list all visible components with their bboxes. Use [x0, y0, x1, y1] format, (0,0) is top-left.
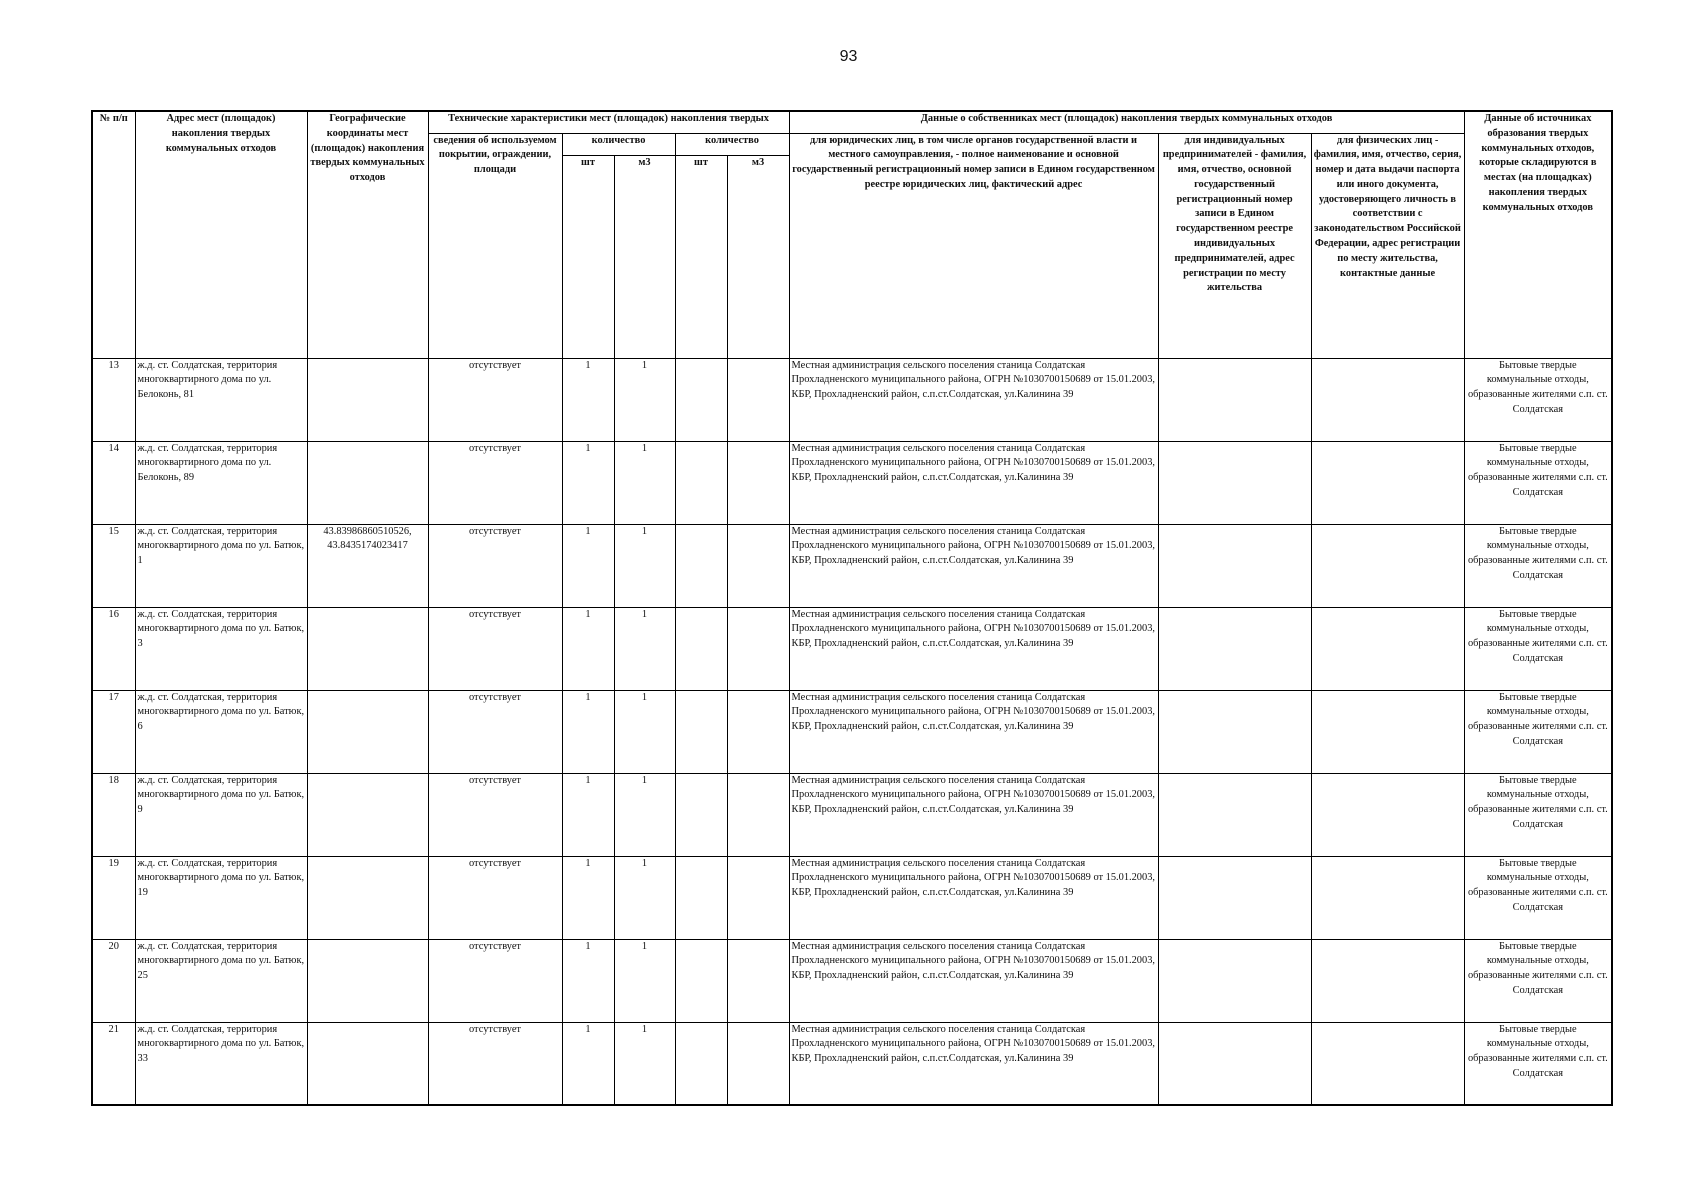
cell-coords	[307, 1022, 428, 1105]
cell-owner-ip	[1158, 856, 1311, 939]
cell-m3-planned	[727, 939, 789, 1022]
cell-cover: отсутствует	[428, 1022, 562, 1105]
table-header	[92, 111, 1612, 358]
cell-pcs-placed: 1	[562, 358, 614, 441]
cell-source: Бытовые твердые коммунальные отходы, образованные жителями с.п. ст. Солдатская	[1464, 358, 1612, 441]
cell-address: ж.д. ст. Солдатская, территория многоквартирного дома по ул. Батюк, 1	[135, 524, 307, 607]
cell-m3-placed: 1	[614, 773, 675, 856]
waste-sites-table	[91, 110, 1613, 1106]
header-num: № п/п	[92, 111, 135, 358]
cell-source: Бытовые твердые коммунальные отходы, образованные жителями с.п. ст. Солдатская	[1464, 939, 1612, 1022]
cell-num: 14	[92, 441, 135, 524]
cell-owner-ip	[1158, 524, 1311, 607]
cell-pcs-planned	[675, 939, 727, 1022]
cell-num: 21	[92, 1022, 135, 1105]
cell-pcs-planned	[675, 358, 727, 441]
cell-cover: отсутствует	[428, 773, 562, 856]
cell-owner-ip	[1158, 939, 1311, 1022]
header-owners-ip: для индивидуальных предпринимателей - фамилия, имя, отчество, основной государственный регистрационный номер записи в Едином государственном реестре индивидуальных предпринимателей, адрес регистрации по месту жительства	[1158, 133, 1311, 358]
cell-pcs-placed: 1	[562, 856, 614, 939]
cell-address: ж.д. ст. Солдатская, территория многоквартирного дома по ул. Батюк, 33	[135, 1022, 307, 1105]
cell-owner-legal: Местная администрация сельского поселения станица Солдатская Прохладненского муниципального района, ОГРН №1030700150689 от 15.01.2003, КБР, Прохладненский район, с.п.ст.Солдатская, ул.Калинина 39	[789, 856, 1158, 939]
cell-m3-planned	[727, 524, 789, 607]
cell-owner-phys	[1311, 607, 1464, 690]
cell-m3-placed: 1	[614, 690, 675, 773]
cell-m3-placed: 1	[614, 856, 675, 939]
cell-address: ж.д. ст. Солдатская, территория многоквартирного дома по ул. Батюк, 19	[135, 856, 307, 939]
cell-pcs-planned	[675, 856, 727, 939]
cell-owner-ip	[1158, 441, 1311, 524]
cell-owner-legal: Местная администрация сельского поселения станица Солдатская Прохладненского муниципального района, ОГРН №1030700150689 от 15.01.2003, КБР, Прохладненский район, с.п.ст.Солдатская, ул.Калинина 39	[789, 773, 1158, 856]
header-owners-phys: для физических лиц - фамилия, имя, отчество, серия, номер и дата выдачи паспорта или иного документа, удостоверяющего личность в соответствии с законодательством Российской Федерации, адрес регистрации по месту жительства, контактные данные	[1311, 133, 1464, 358]
cell-m3-placed: 1	[614, 939, 675, 1022]
cell-source: Бытовые твердые коммунальные отходы, образованные жителями с.п. ст. Солдатская	[1464, 441, 1612, 524]
header-unit-m3-placed: м3	[614, 155, 675, 358]
cell-address: ж.д. ст. Солдатская, территория многоквартирного дома по ул. Белоконь, 89	[135, 441, 307, 524]
cell-m3-placed: 1	[614, 358, 675, 441]
cell-m3-planned	[727, 1022, 789, 1105]
cell-pcs-placed: 1	[562, 773, 614, 856]
table-row	[92, 524, 1612, 607]
cell-owner-legal: Местная администрация сельского поселения станица Солдатская Прохладненского муниципального района, ОГРН №1030700150689 от 15.01.2003, КБР, Прохладненский район, с.п.ст.Солдатская, ул.Калинина 39	[789, 358, 1158, 441]
cell-num: 20	[92, 939, 135, 1022]
cell-source: Бытовые твердые коммунальные отходы, образованные жителями с.п. ст. Солдатская	[1464, 1022, 1612, 1105]
cell-cover: отсутствует	[428, 690, 562, 773]
cell-owner-phys	[1311, 524, 1464, 607]
cell-coords: 43.83986860510526, 43.8435174023417	[307, 524, 428, 607]
cell-m3-placed: 1	[614, 1022, 675, 1105]
cell-coords	[307, 690, 428, 773]
cell-source: Бытовые твердые коммунальные отходы, образованные жителями с.п. ст. Солдатская	[1464, 607, 1612, 690]
cell-owner-ip	[1158, 1022, 1311, 1105]
cell-m3-planned	[727, 441, 789, 524]
cell-cover: отсутствует	[428, 607, 562, 690]
cell-cover: отсутствует	[428, 441, 562, 524]
cell-owner-ip	[1158, 690, 1311, 773]
cell-num: 16	[92, 607, 135, 690]
cell-owner-legal: Местная администрация сельского поселения станица Солдатская Прохладненского муниципального района, ОГРН №1030700150689 от 15.01.2003, КБР, Прохладненский район, с.п.ст.Солдатская, ул.Калинина 39	[789, 690, 1158, 773]
cell-owner-phys	[1311, 441, 1464, 524]
cell-owner-legal: Местная администрация сельского поселения станица Солдатская Прохладненского муниципального района, ОГРН №1030700150689 от 15.01.2003, КБР, Прохладненский район, с.п.ст.Солдатская, ул.Калинина 39	[789, 939, 1158, 1022]
cell-coords	[307, 939, 428, 1022]
cell-owner-ip	[1158, 358, 1311, 441]
cell-num: 13	[92, 358, 135, 441]
header-unit-pcs-planned: шт	[675, 155, 727, 358]
cell-cover: отсутствует	[428, 358, 562, 441]
cell-address: ж.д. ст. Солдатская, территория многоквартирного дома по ул. Белоконь, 81	[135, 358, 307, 441]
cell-m3-placed: 1	[614, 524, 675, 607]
cell-m3-planned	[727, 856, 789, 939]
cell-owner-legal: Местная администрация сельского поселения станица Солдатская Прохладненского муниципального района, ОГРН №1030700150689 от 15.01.2003, КБР, Прохладненский район, с.п.ст.Солдатская, ул.Калинина 39	[789, 607, 1158, 690]
cell-source: Бытовые твердые коммунальные отходы, образованные жителями с.п. ст. Солдатская	[1464, 773, 1612, 856]
table-row	[92, 441, 1612, 524]
cell-num: 17	[92, 690, 135, 773]
cell-owner-phys	[1311, 358, 1464, 441]
header-qty-placed	[562, 133, 675, 155]
cell-m3-planned	[727, 690, 789, 773]
cell-address: ж.д. ст. Солдатская, территория многоквартирного дома по ул. Батюк, 25	[135, 939, 307, 1022]
cell-num: 18	[92, 773, 135, 856]
header-tech-cover: сведения об используемом покрытии, ограждении, площади	[428, 133, 562, 358]
page-number: 93	[839, 48, 858, 65]
cell-owner-legal: Местная администрация сельского поселения станица Солдатская Прохладненского муниципального района, ОГРН №1030700150689 от 15.01.2003, КБР, Прохладненский район, с.п.ст.Солдатская, ул.Калинина 39	[789, 524, 1158, 607]
header-unit-pcs-placed: шт	[562, 155, 614, 358]
cell-source: Бытовые твердые коммунальные отходы, образованные жителями с.п. ст. Солдатская	[1464, 524, 1612, 607]
cell-pcs-placed: 1	[562, 939, 614, 1022]
cell-m3-planned	[727, 773, 789, 856]
table-row	[92, 939, 1612, 1022]
cell-m3-placed: 1	[614, 607, 675, 690]
cell-pcs-placed: 1	[562, 441, 614, 524]
header-address: Адрес мест (площадок) накопления твердых коммунальных отходов	[135, 111, 307, 358]
cell-owner-phys	[1311, 773, 1464, 856]
cell-m3-placed: 1	[614, 441, 675, 524]
cell-m3-planned	[727, 358, 789, 441]
cell-pcs-planned	[675, 607, 727, 690]
cell-pcs-planned	[675, 1022, 727, 1105]
table-row	[92, 856, 1612, 939]
cell-pcs-planned	[675, 524, 727, 607]
header-coords: Географические координаты мест (площадок) накопления твердых коммунальных отходов	[307, 111, 428, 358]
header-tech	[428, 111, 789, 133]
cell-coords	[307, 607, 428, 690]
header-tech-text: Технические характеристики мест (площадок) накопления твердых	[448, 113, 769, 124]
table-row	[92, 690, 1612, 773]
cell-pcs-placed: 1	[562, 524, 614, 607]
cell-address: ж.д. ст. Солдатская, территория многоквартирного дома по ул. Батюк, 9	[135, 773, 307, 856]
table-row	[92, 1022, 1612, 1105]
header-sources: Данные об источниках образования твердых коммунальных отходов, которые складируются в местах (на площадках) накопления твердых коммунальных отходов	[1464, 111, 1612, 358]
cell-coords	[307, 358, 428, 441]
cell-address: ж.д. ст. Солдатская, территория многоквартирного дома по ул. Батюк, 6	[135, 690, 307, 773]
cell-pcs-planned	[675, 441, 727, 524]
cell-owner-legal: Местная администрация сельского поселения станица Солдатская Прохладненского муниципального района, ОГРН №1030700150689 от 15.01.2003, КБР, Прохладненский район, с.п.ст.Солдатская, ул.Калинина 39	[789, 1022, 1158, 1105]
header-owners: Данные о собственниках мест (площадок) накопления твердых коммунальных отходов	[789, 111, 1464, 133]
cell-cover: отсутствует	[428, 524, 562, 607]
cell-source: Бытовые твердые коммунальные отходы, образованные жителями с.п. ст. Солдатская	[1464, 856, 1612, 939]
cell-pcs-placed: 1	[562, 1022, 614, 1105]
cell-owner-phys	[1311, 1022, 1464, 1105]
header-owners-legal: для юридических лиц, в том числе органов государственной власти и местного самоуправления, - полное наименование и основной государственный регистрационный номер записи в Едином государственном реестре юридических лиц, фактический адрес	[789, 133, 1158, 358]
header-qty-planned-text: количество	[705, 134, 759, 146]
cell-m3-planned	[727, 607, 789, 690]
cell-pcs-planned	[675, 690, 727, 773]
cell-owner-legal: Местная администрация сельского поселения станица Солдатская Прохладненского муниципального района, ОГРН №1030700150689 от 15.01.2003, КБР, Прохладненский район, с.п.ст.Солдатская, ул.Калинина 39	[789, 441, 1158, 524]
table-row	[92, 607, 1612, 690]
cell-owner-phys	[1311, 939, 1464, 1022]
cell-num: 19	[92, 856, 135, 939]
cell-address: ж.д. ст. Солдатская, территория многоквартирного дома по ул. Батюк, 3	[135, 607, 307, 690]
cell-owner-ip	[1158, 773, 1311, 856]
cell-num: 15	[92, 524, 135, 607]
cell-source: Бытовые твердые коммунальные отходы, образованные жителями с.п. ст. Солдатская	[1464, 690, 1612, 773]
cell-cover: отсутствует	[428, 856, 562, 939]
cell-owner-ip	[1158, 607, 1311, 690]
cell-pcs-placed: 1	[562, 607, 614, 690]
cell-coords	[307, 441, 428, 524]
cell-owner-phys	[1311, 856, 1464, 939]
cell-pcs-planned	[675, 773, 727, 856]
header-unit-m3-planned: м3	[727, 155, 789, 358]
cell-coords	[307, 856, 428, 939]
table-body	[92, 358, 1612, 1105]
header-qty-planned	[675, 133, 789, 155]
cell-cover: отсутствует	[428, 939, 562, 1022]
cell-owner-phys	[1311, 690, 1464, 773]
header-qty-placed-text: количество	[591, 134, 646, 146]
cell-coords	[307, 773, 428, 856]
cell-pcs-placed: 1	[562, 690, 614, 773]
table-row	[92, 773, 1612, 856]
table-row	[92, 358, 1612, 441]
